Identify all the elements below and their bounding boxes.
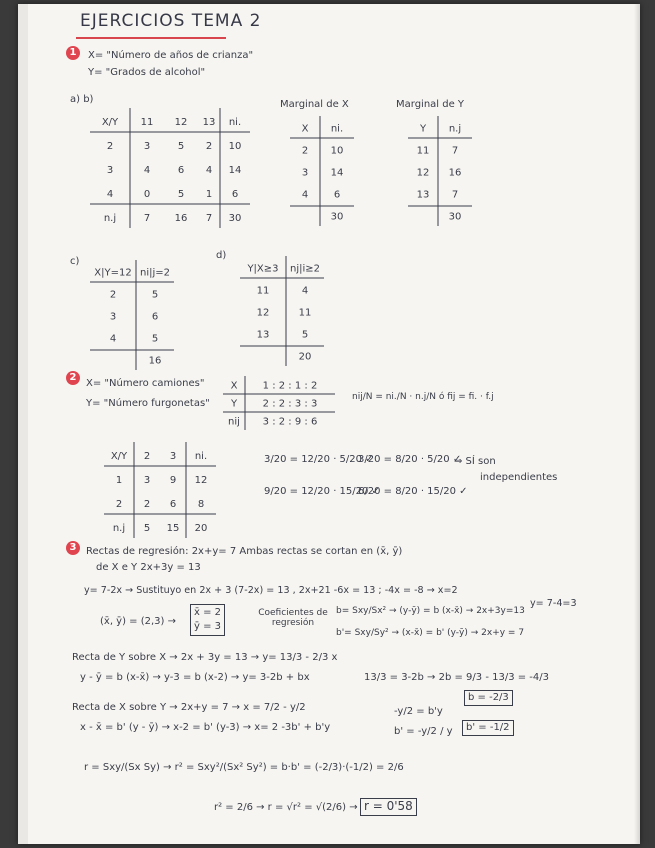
table-cell: 20 (194, 522, 208, 534)
table-cell: 11 (298, 307, 312, 319)
table-cell: 4 (301, 189, 309, 201)
header-cell: X/Y (110, 450, 128, 462)
table-cell: n.j (112, 522, 126, 534)
mean-result-box (190, 604, 225, 636)
conditional-table-d (240, 256, 330, 363)
ex2-y-definition: Y= "Número furgonetas" (86, 398, 210, 409)
table-cell: 10 (330, 145, 344, 157)
table-cell: 12 (416, 167, 430, 179)
table-cell: 11 (256, 285, 270, 297)
ex3-correlation-result: r² = 2/6 → r = √r² = √(2/6) → (214, 802, 358, 813)
table-cell: 7 (451, 189, 459, 201)
independence-formula: nij/N = ni./N · n.j/N ó fij = fi. · f.j (352, 392, 494, 402)
table-cell: 2 (205, 140, 213, 152)
ex3-y-on-x-derivation: y - ȳ = b (x-x̄) → y-3 = b (x-2) → y= 3-2b + bx (80, 672, 310, 683)
table-cell: X (230, 380, 238, 392)
table-cell: 5 (177, 188, 185, 200)
total-cell: 30 (448, 211, 462, 223)
table-cell: 10 (228, 140, 242, 152)
table-cell: 7 (143, 212, 151, 224)
table-cell: 1 (205, 188, 213, 200)
exercise-1-number: 1 (66, 46, 80, 60)
header-cell: nj|i≥2 (289, 263, 321, 275)
check-2: 3/20 = 8/20 · 5/20 ✓ (358, 454, 462, 465)
b-result-box: b = -2/3 (464, 690, 513, 706)
conditional-table-c (90, 260, 180, 367)
table-cell: 9 (169, 474, 177, 486)
marginal-x-title: Marginal de X (280, 99, 349, 110)
table-cell: 8 (197, 498, 205, 510)
table-cell: 2 (301, 145, 309, 157)
mean-y: ȳ = 3 (194, 621, 222, 632)
table-cell: 3 (143, 474, 151, 486)
table-cell: 6 (333, 189, 341, 201)
table-cell: 2 (109, 289, 117, 301)
conclusion-line-2: independientes (480, 472, 558, 483)
ex3-solve-b-prime: -y/2 = b'y (394, 706, 443, 717)
ex3-x-on-y: Recta de X sobre Y → 2x+y = 7 → x = 7/2 - y/2 (72, 702, 306, 713)
table-cell: Y (230, 398, 238, 410)
header-cell: ni. (228, 116, 242, 128)
table-cell: 5 (301, 329, 309, 341)
ex3-y-on-x: Recta de Y sobre X → 2x + 3y = 13 → y= 13/3 - 2/3 x (72, 652, 338, 663)
check-3: 9/20 = 12/20 · 15/20 ✓ (264, 486, 380, 497)
r-result-box: r = 0'58 (360, 798, 417, 816)
total-cell: 30 (330, 211, 344, 223)
table-cell: 13 (416, 189, 430, 201)
table-cell: 0 (143, 188, 151, 200)
ex3-line-3: y= 7-2x → Sustituyo en 2x + 3 (7-2x) = 13 , 2x+21 -6x = 13 ; -4x = -8 → x=2 (84, 585, 458, 596)
table-cell: 5 (143, 522, 151, 534)
b-prime-result-box: b' = -1/2 (462, 720, 514, 736)
table-cell: 12 (194, 474, 208, 486)
table-cell: 6 (177, 164, 185, 176)
header-cell: X (301, 123, 309, 135)
coefficient-b-prime-formula: b'= Sxy/Sy² → (x-x̄) = b' (y-ȳ) → 2x+y = 7 (336, 628, 525, 638)
header-cell: ni. (330, 123, 344, 135)
table-cell: 7 (205, 212, 213, 224)
table-cell: 13 (256, 329, 270, 341)
table-cell: 4 (205, 164, 213, 176)
ex3-line-3b: y= 7-4=3 (530, 598, 577, 609)
ex1-joint-table (90, 108, 270, 233)
mean-x: x̄ = 2 (194, 607, 222, 618)
table-cell: 4 (301, 285, 309, 297)
header-cell: ni|j=2 (139, 267, 171, 279)
table-cell: n.j (103, 212, 117, 224)
table-cell: 2 (143, 498, 151, 510)
ex1-y-definition: Y= "Grados de alcohol" (88, 67, 206, 78)
table-cell: nij (228, 416, 240, 428)
ex2-distribution-table (223, 376, 338, 436)
header-cell: X/Y (101, 116, 119, 128)
conclusion-line-1: ⇒ SÍ son (454, 456, 496, 467)
table-cell: 16 (174, 212, 188, 224)
ex3-line-1: Rectas de regresión: 2x+y= 7 Ambas rectas se cortan en (x̄, ȳ) (86, 546, 403, 557)
table-cell: 1 : 2 : 1 : 2 (262, 380, 318, 392)
table-cell: 3 : 2 : 9 : 6 (262, 416, 318, 428)
ex1-ab-label: a) b) (70, 94, 94, 105)
ex3-solve-b: 13/3 = 3-2b → 2b = 9/3 - 13/3 = -4/3 (364, 672, 550, 683)
header-cell: 12 (174, 116, 188, 128)
regression-coefficients-label: Coeficientes de regresión (258, 608, 328, 629)
marginal-x-table (290, 116, 360, 221)
table-cell: 2 (115, 498, 123, 510)
table-cell: 5 (151, 333, 159, 345)
ex2-joint-table (104, 442, 224, 534)
header-cell: 13 (202, 116, 216, 128)
table-cell: 11 (416, 145, 430, 157)
table-cell: 14 (330, 167, 344, 179)
table-cell: 4 (109, 333, 117, 345)
check-1: 3/20 = 12/20 · 5/20 ✓ (264, 454, 374, 465)
page-edge (18, 4, 28, 844)
table-cell: 15 (166, 522, 180, 534)
table-cell: 4 (106, 188, 114, 200)
table-cell: 7 (451, 145, 459, 157)
ex1-c-label: c) (70, 256, 80, 267)
page-fold (634, 4, 640, 844)
ex1-x-definition: X= "Número de años de crianza" (88, 50, 254, 61)
ex3-solve-b-prime-2: b' = -y/2 / y (394, 726, 453, 737)
table-cell: 1 (115, 474, 123, 486)
header-cell: ni. (194, 450, 208, 462)
ex2-x-definition: X= "Número camiones" (86, 378, 205, 389)
ex3-x-on-y-derivation: x - x̄ = b' (y - ȳ) → x-2 = b' (y-3) → x= 2 -3b' + b'y (80, 722, 331, 733)
table-cell: 5 (151, 289, 159, 301)
header-cell: Y|X≥3 (247, 263, 279, 275)
table-cell: 6 (151, 311, 159, 323)
table-cell: 5 (177, 140, 185, 152)
table-cell: 2 : 2 : 3 : 3 (262, 398, 318, 410)
header-cell: 2 (143, 450, 151, 462)
table-cell: 3 (143, 140, 151, 152)
title-underline (76, 37, 226, 39)
table-cell: 2 (106, 140, 114, 152)
table-cell: 3 (301, 167, 309, 179)
table-cell: 3 (106, 164, 114, 176)
coefficient-b-formula: b= Sxy/Sx² → (y-ȳ) = b (x-x̄) → 2x+3y=13 (336, 606, 525, 616)
ex3-line-2: de X e Y 2x+3y = 13 (96, 562, 201, 573)
header-cell: n.j (448, 123, 462, 135)
header-cell: 11 (140, 116, 154, 128)
marginal-y-table (408, 116, 478, 221)
notebook-page (18, 4, 640, 844)
table-cell: 12 (256, 307, 270, 319)
total-cell: 16 (148, 355, 162, 367)
table-cell: 16 (448, 167, 462, 179)
table-cell: 6 (169, 498, 177, 510)
table-cell: 3 (109, 311, 117, 323)
ex3-correlation: r = Sxy/(Sx Sy) → r² = Sxy²/(Sx² Sy²) = b·b' = (-2/3)·(-1/2) = 2/6 (84, 762, 404, 773)
check-4: 6/20 = 8/20 · 15/20 ✓ (358, 486, 468, 497)
page-title: EJERCICIOS TEMA 2 (80, 11, 262, 31)
exercise-3-number: 3 (66, 541, 80, 555)
ex1-d-label: d) (216, 250, 227, 261)
ex3-mean-point: (x̄, ȳ) = (2,3) → (100, 616, 176, 627)
exercise-2-number: 2 (66, 371, 80, 385)
table-cell: 6 (231, 188, 239, 200)
header-cell: X|Y=12 (94, 267, 132, 279)
header-cell: Y (419, 123, 427, 135)
table-cell: 14 (228, 164, 242, 176)
total-cell: 20 (298, 351, 312, 363)
table-cell: 30 (228, 212, 242, 224)
marginal-y-title: Marginal de Y (396, 99, 465, 110)
header-cell: 3 (169, 450, 177, 462)
table-cell: 4 (143, 164, 151, 176)
